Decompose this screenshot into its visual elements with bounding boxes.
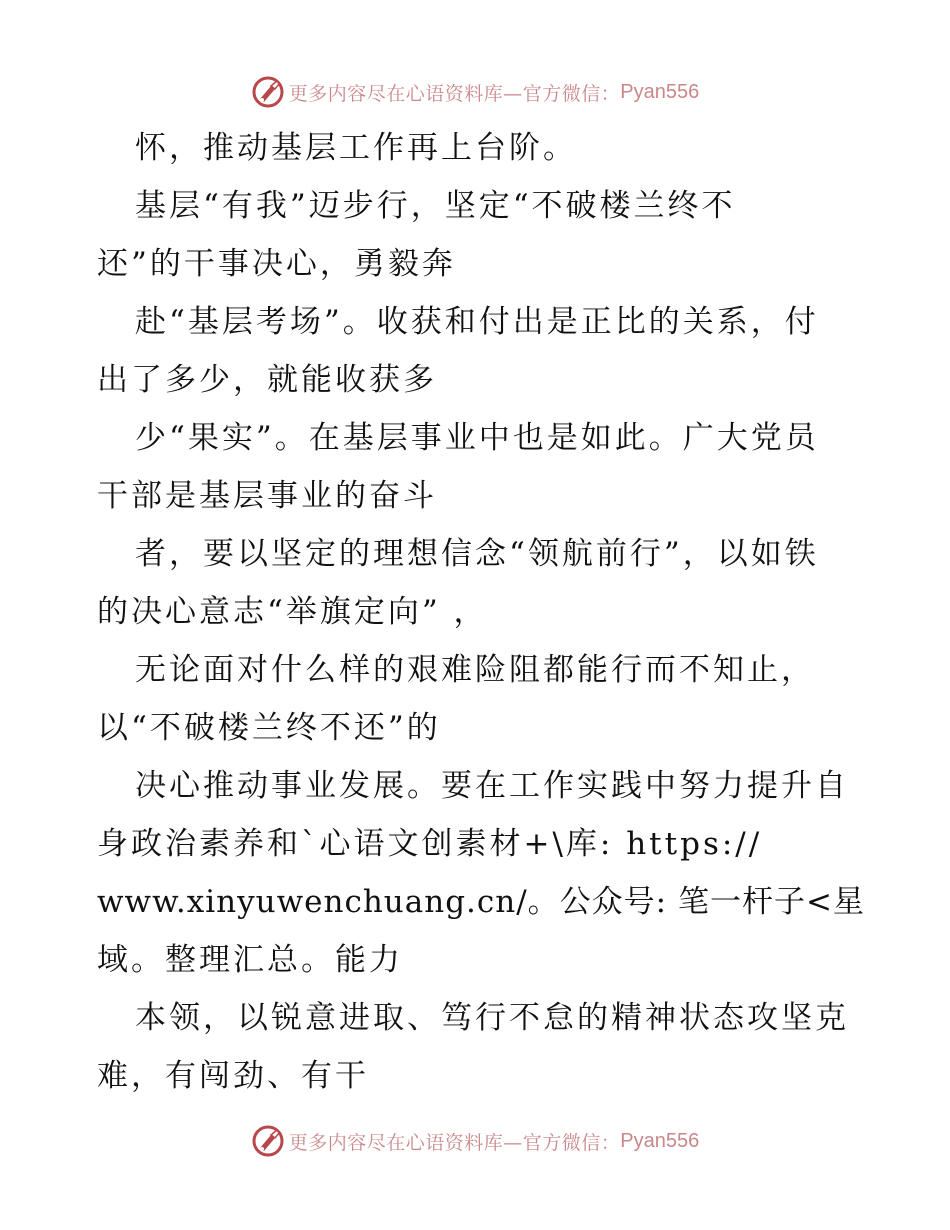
- text-line: 以“不破楼兰终不还”的: [97, 710, 441, 746]
- text-line: www.xinyuwenchuang.cn/。公众号: 笔一杆子<星: [97, 884, 865, 920]
- text-line: 少“果实”。在基层事业中也是如此。广大党员: [135, 420, 819, 456]
- text-line: 域。整理汇总。能力: [97, 942, 403, 978]
- footer-text: 更多内容尽在心语资料库—官方微信：: [288, 1131, 621, 1154]
- footer-wechat-id: Pyan556: [620, 1129, 700, 1152]
- text-line: 本领，以锐意进取、笃行不怠的精神状态攻坚克: [135, 1000, 849, 1036]
- text-line: 者，要以坚定的理想信念“领航前行”，以如铁: [135, 536, 819, 572]
- document-body: [97, 119, 867, 1105]
- header-text: 更多内容尽在心语资料库—官方微信：: [288, 82, 621, 105]
- text-line: 难，有闯劲、有干: [97, 1058, 369, 1094]
- pen-logo-icon: [251, 1124, 285, 1158]
- text-line: 的决心意志“举旗定向” ，: [97, 594, 488, 630]
- text-line: 身政治素养和`心语文创素材+\库: https://: [97, 826, 763, 862]
- text-line: 干部是基层事业的奋斗: [97, 478, 437, 514]
- text-line: 基层“有我”迈步行，坚定“不破楼兰终不: [135, 188, 736, 224]
- text-line: 决心推动事业发展。要在工作实践中努力提升自: [135, 768, 849, 804]
- text-line: 怀，推动基层工作再上台阶。: [135, 130, 577, 166]
- text-line: 赴“基层考场”。收获和付出是正比的关系，付: [135, 304, 819, 340]
- footer-banner: [0, 1121, 950, 1161]
- text-line: 出了多少，就能收获多: [97, 362, 437, 398]
- header-wechat-id: Pyan556: [620, 80, 700, 103]
- header-banner: [0, 72, 950, 112]
- pen-logo-icon: [251, 75, 285, 109]
- text-line: 无论面对什么样的艰难险阻都能行而不知止，: [135, 652, 815, 688]
- text-line: 还”的干事决心，勇毅奔: [97, 246, 456, 282]
